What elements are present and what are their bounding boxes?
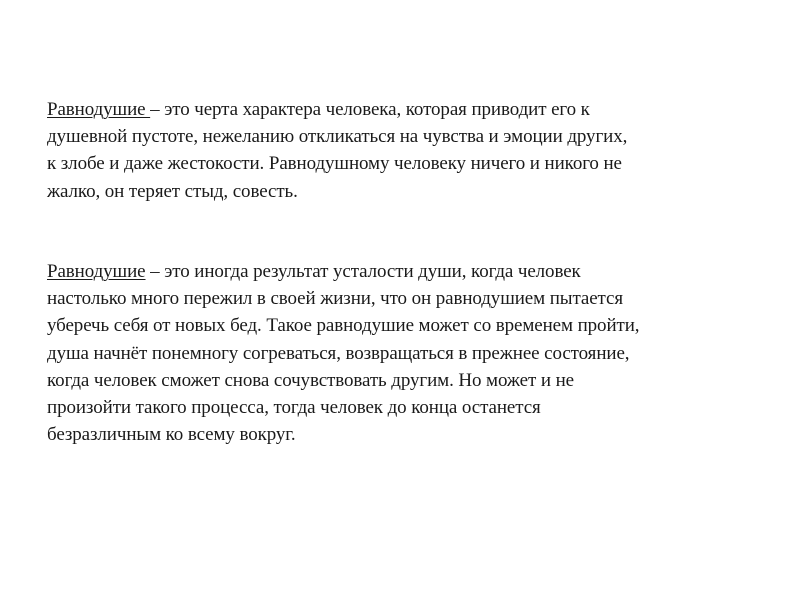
paragraph-2 <box>47 258 767 448</box>
paragraph-2-line-1 <box>47 258 767 285</box>
paragraph-1-line-1 <box>47 96 767 123</box>
paragraph-2-line-7: безразличным ко всему вокруг. <box>47 424 296 446</box>
paragraph-2-line-4: душа начнёт понемногу согреваться, возвращаться в прежнее состояние, <box>47 342 630 364</box>
paragraph-2-line-5: когда человек сможет снова сочувствовать другим. Но может и не <box>47 369 574 391</box>
paragraph-1-line-2: душевной пустоте, нежеланию откликаться на чувства и эмоции других, <box>47 126 628 148</box>
paragraph-1-line-3: к злобе и даже жестокости. Равнодушному человеку ничего и никого не <box>47 153 622 175</box>
paragraph-2-line-6: произойти такого процесса, тогда человек до конца останется <box>47 397 541 419</box>
term-indifference-2: Равнодушие <box>47 261 146 282</box>
term-indifference-1: Равнодушие <box>47 99 151 120</box>
paragraph-2-line-2: настолько много пережил в своей жизни, что он равнодушием пытается <box>47 288 623 310</box>
paragraph-1-line-4: жалко, он теряет стыд, совесть. <box>47 180 298 202</box>
paragraph-2-line-3: уберечь себя от новых бед. Такое равнодушие может со временем пройти, <box>47 315 640 337</box>
paragraph-1 <box>47 96 767 205</box>
paragraph-2-line-1-text: – это иногда результат усталости души, когда человек <box>145 261 581 282</box>
paragraph-1-line-1-text: – это черта характера человека, которая приводит его к <box>150 99 590 120</box>
